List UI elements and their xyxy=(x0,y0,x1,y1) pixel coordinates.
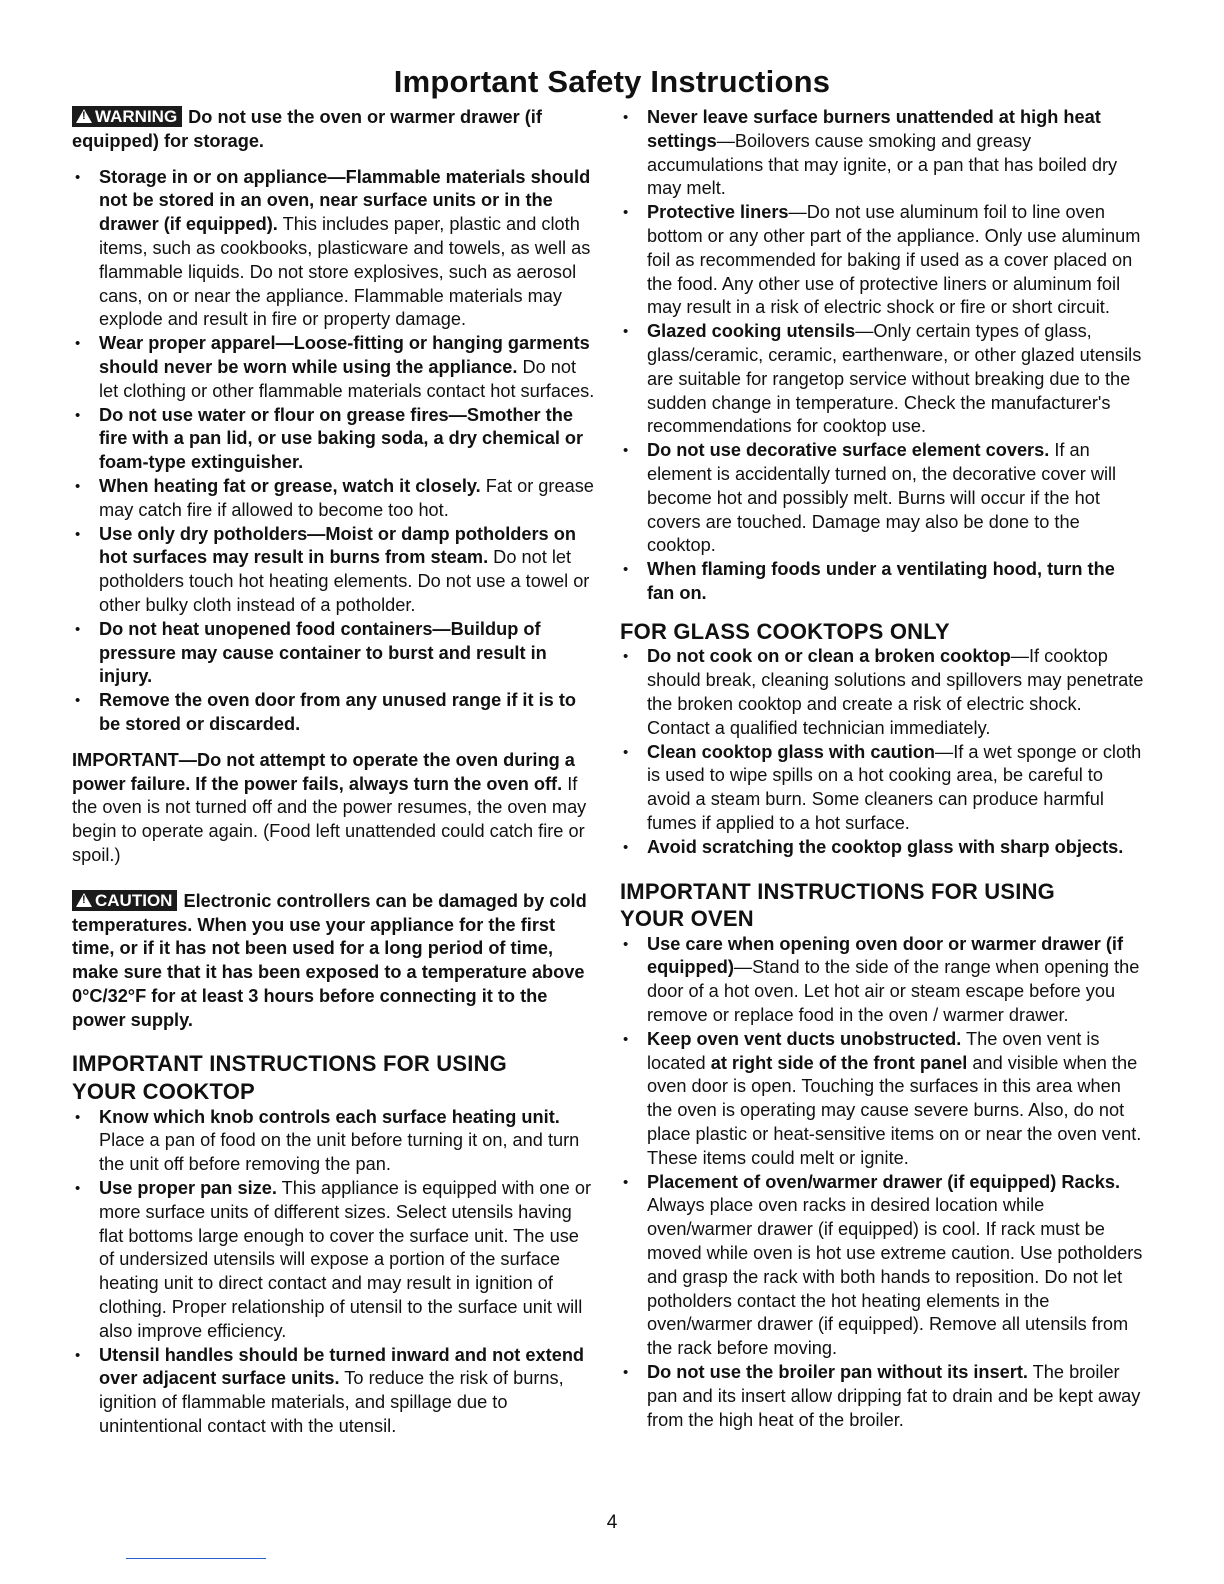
cooktop-heading: IMPORTANT INSTRUCTIONS FOR USING YOUR COOKTOP xyxy=(72,1051,507,1105)
list-item: • When heating fat or grease, watch it closely. Fat or grease may catch fire if allowed to become too hot. xyxy=(72,475,597,523)
list-item: • Do not use decorative surface element covers. If an element is accidentally turned on, the decorative cover will become hot and possibly melt. Burns will occur if the hot covers are touched. Damage may also be done to the cooktop. xyxy=(620,439,1145,558)
caution-badge xyxy=(72,890,177,911)
caution-paragraph xyxy=(72,890,597,1033)
list-item: • Clean cooktop glass with caution—If a wet sponge or cloth is used to wipe spills on a hot cooking area, be careful to avoid a steam burn. Some cleaners can produce harmful fumes if applied to a hot surface. xyxy=(620,741,1145,836)
right-column xyxy=(620,106,1145,1432)
list-item: • Never leave surface burners unattended at high heat settings—Boilovers cause smoking and greasy accumulations that may ignite, or a pan that has boiled dry may melt. xyxy=(620,106,1145,201)
list-item: • Avoid scratching the cooktop glass with sharp objects. xyxy=(620,836,1145,860)
list-item: • Do not use water or flour on grease fires—Smother the fire with a pan lid, or use baking soda, a dry chemical or foam-type extinguisher. xyxy=(72,404,597,475)
cooktop-list xyxy=(72,1106,597,1439)
list-item: • Keep oven vent ducts unobstructed. The oven vent is located at right side of the front panel and visible when the oven door is open. Touching the surfaces in this area when the oven is operating may cause severe burns. Also, do not place plastic or heat-sensitive items on or near the oven vent. These items could melt or ignite. xyxy=(620,1028,1145,1171)
glass-cooktop-list xyxy=(620,645,1145,859)
important-paragraph: IMPORTANT—Do not attempt to operate the oven during a power failure. If the power fails, always turn the oven off. If the oven is not turned off and the power resumes, the oven may begin to operate again. (Food left unattended could catch fire or spoil.) xyxy=(72,749,587,865)
burner-safety-list xyxy=(620,106,1145,606)
list-item: • Use care when opening oven door or warmer drawer (if equipped)—Stand to the side of the range when opening the door of a hot oven. Let hot air or steam escape before you remove or replace food in the oven / warmer drawer. xyxy=(620,933,1145,1028)
list-item: • Glazed cooking utensils—Only certain types of glass, glass/ceramic, ceramic, earthenware, or other glazed utensils are suitable for rangetop service without breaking due to the sudden change in temperature. Check the manufacturer's recommendations for cooktop use. xyxy=(620,320,1145,439)
list-item: • Wear proper apparel—Loose-fitting or hanging garments should never be worn while using the appliance. Do not let clothing or other flammable materials contact hot surfaces. xyxy=(72,332,597,403)
glass-cooktops-heading: FOR GLASS COOKTOPS ONLY xyxy=(620,618,950,644)
caution-triangle-icon xyxy=(76,893,92,907)
page-title: Important Safety Instructions xyxy=(393,64,831,99)
oven-list xyxy=(620,933,1145,1433)
storage-safety-list xyxy=(72,166,597,737)
warning-badge xyxy=(72,106,182,127)
page-number: 4 xyxy=(606,1512,618,1533)
list-item: • Placement of oven/warmer drawer (if equipped) Racks. Always place oven racks in desired location while oven/warmer drawer (if equipped) is cool. If rack must be moved while oven is hot use extreme caution. Use potholders and grasp the rack with both hands to reposition. Do not let potholders contact the hot heating elements in the oven/warmer drawer (if equipped). Remove all utensils from the rack before moving. xyxy=(620,1171,1145,1361)
list-item: • Know which knob controls each surface heating unit. Place a pan of food on the unit before turning it on, and turn the unit off before removing the pan. xyxy=(72,1106,597,1177)
list-item: • Storage in or on appliance—Flammable materials should not be stored in an oven, near surface units or in the drawer (if equipped). This includes paper, plastic and cloth items, such as cookbooks, plasticware and towels, as well as flammable liquids. Do not store explosives, such as aerosol cans, on or near the appliance. Flammable materials may explode and result in fire or property damage. xyxy=(72,166,597,333)
list-item: • Remove the oven door from any unused range if it is to be stored or discarded. xyxy=(72,689,597,737)
list-item: • Protective liners—Do not use aluminum foil to line oven bottom or any other part of the appliance. Only use aluminum foil as recommended for baking if used as a cover placed on the food. Any other use of protective liners or aluminum foil may result in a risk of electric shock or fire or short circuit. xyxy=(620,201,1145,320)
warning-paragraph xyxy=(72,106,597,154)
left-column xyxy=(72,106,597,1439)
warning-triangle-icon xyxy=(76,109,92,123)
caution-text: Electronic controllers can be damaged by cold temperatures. When you use your appliance for the first time, or if it has not been used for a long period of time, make sure that it has been exposed to a temperature above 0°C/32°F for at least 3 hours before connecting it to the power supply. xyxy=(72,890,587,1030)
warning-badge-label: WARNING xyxy=(95,107,178,126)
list-item: • Do not heat unopened food containers—Buildup of pressure may cause container to burst and result in injury. xyxy=(72,618,597,689)
warning-text: Do not use the oven or warmer drawer (if equipped) for storage. xyxy=(72,107,542,151)
list-item: • Use only dry potholders—Moist or damp potholders on hot surfaces may result in burns from steam. Do not let potholders touch hot heating elements. Do not use a towel or other bulky cloth instead of a potholder. xyxy=(72,523,597,618)
list-item: • Do not use the broiler pan without its insert. The broiler pan and its insert allow dripping fat to drain and be kept away from the high heat of the broiler. xyxy=(620,1361,1145,1432)
list-item: • Use proper pan size. This appliance is equipped with one or more surface units of different sizes. Select utensils having flat bottoms large enough to cover the surface unit. The use of undersized utensils will expose a portion of the surface heating unit to direct contact and may result in ignition of clothing. Proper relationship of utensil to the surface unit will also improve efficiency. xyxy=(72,1177,597,1344)
list-item: • Utensil handles should be turned inward and not extend over adjacent surface units. To reduce the risk of burns, ignition of flammable materials, and spillage due to unintentional contact with the utensil. xyxy=(72,1344,597,1439)
footer-rule xyxy=(126,1558,266,1559)
list-item: • Do not cook on or clean a broken cooktop—If cooktop should break, cleaning solutions and spillovers may penetrate the broken cooktop and create a risk of electric shock. Contact a qualified technician immediately. xyxy=(620,645,1145,740)
list-item: • When flaming foods under a ventilating hood, turn the fan on. xyxy=(620,558,1145,606)
oven-heading: IMPORTANT INSTRUCTIONS FOR USING YOUR OVEN xyxy=(620,878,1055,932)
caution-badge-label: CAUTION xyxy=(95,890,173,910)
